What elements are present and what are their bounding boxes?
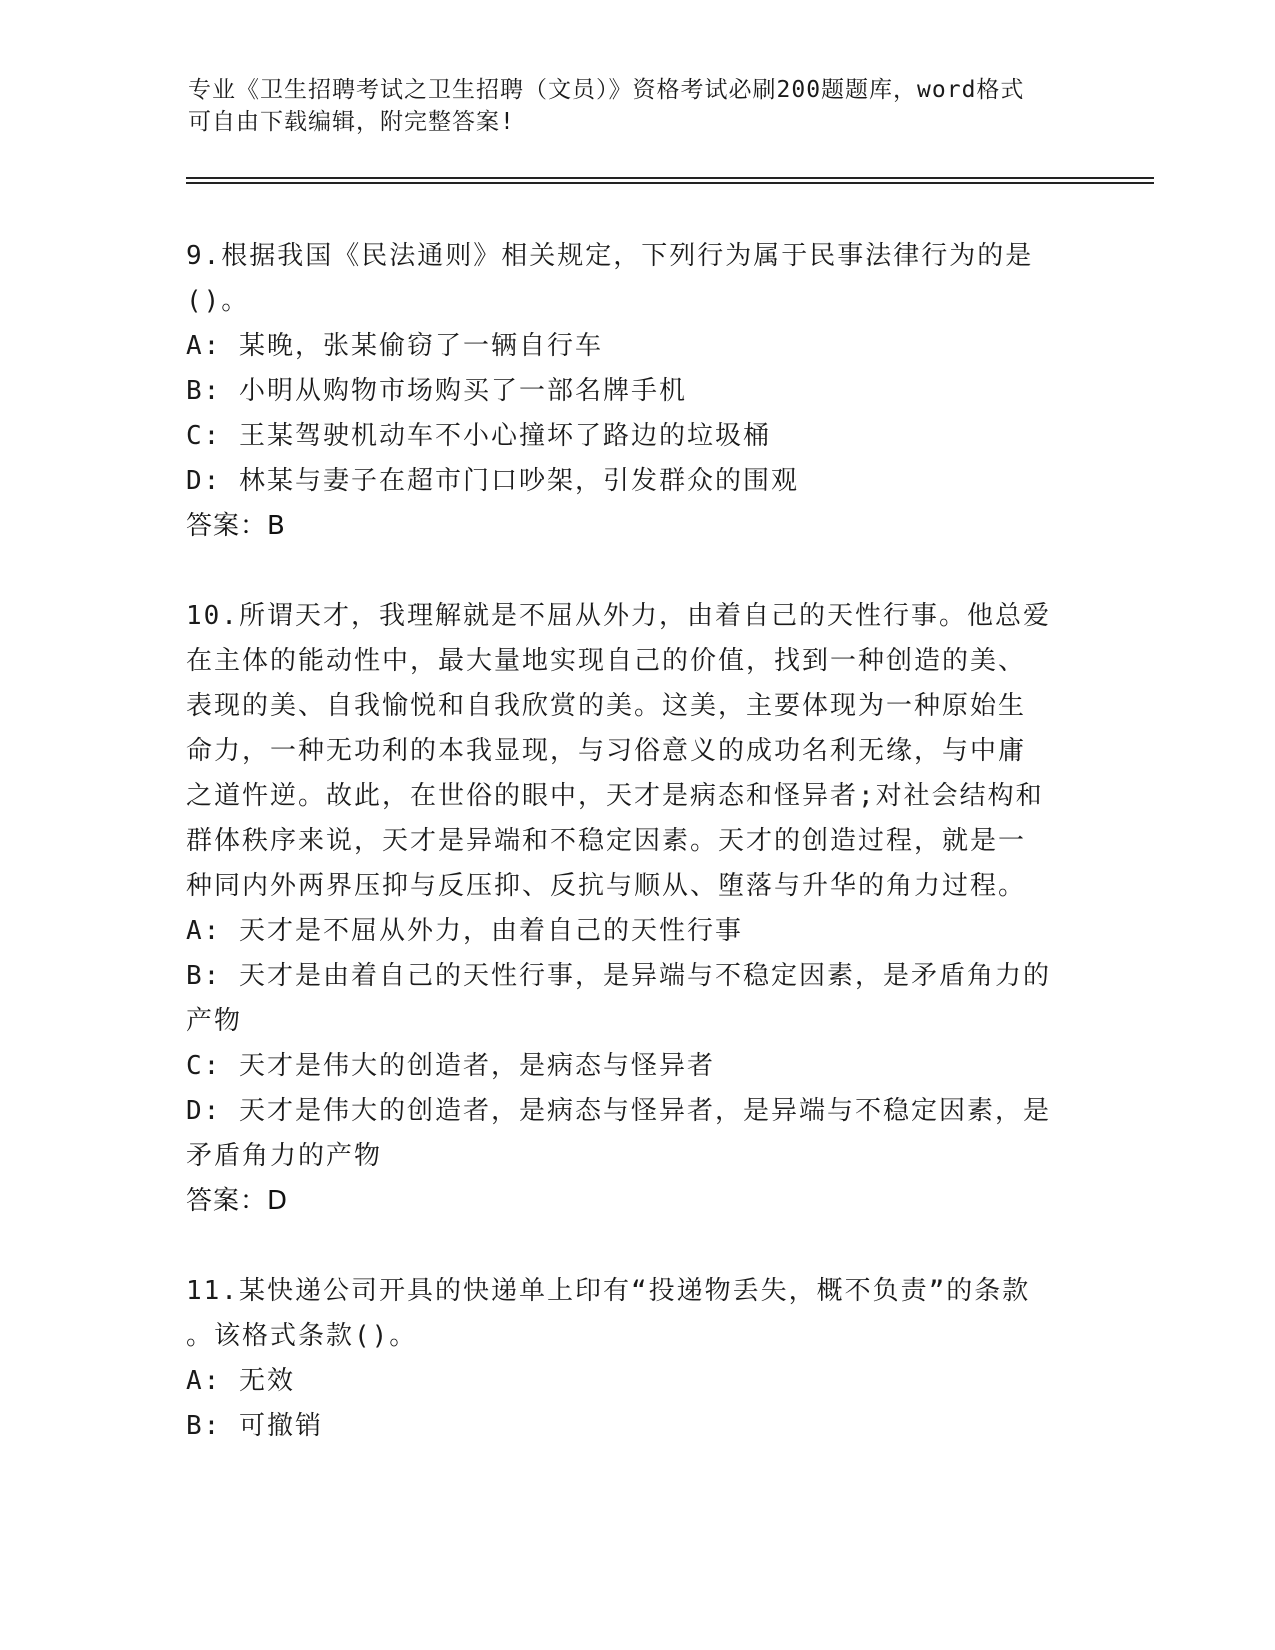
option-a: A: 天才是不屈从外力，由着自己的天性行事	[186, 916, 743, 946]
option-b: B: 可撤销	[186, 1411, 323, 1441]
option-a: A: 无效	[186, 1366, 295, 1396]
document-header	[188, 74, 1068, 138]
question-stem-line: ()。	[186, 286, 250, 316]
option-c: C: 王某驾驶机动车不小心撞坏了路边的垃圾桶	[186, 421, 771, 451]
option-b: B: 小明从购物市场购买了一部名牌手机	[186, 376, 687, 406]
question-spacer	[186, 549, 1066, 594]
question-stem-line: 在主体的能动性中，最大量地实现自己的价值，找到一种创造的美、	[186, 646, 1027, 676]
option-b: B: 天才是由着自己的天性行事，是异端与不稳定因素，是矛盾角力的	[186, 961, 1051, 991]
question-list	[186, 234, 1066, 1449]
option-d: D: 林某与妻子在超市门口吵架，引发群众的围观	[186, 466, 799, 496]
question-stem-line: 10.所谓天才，我理解就是不屈从外力，由着自己的天性行事。他总爱	[186, 601, 1051, 631]
question-stem-line: 命力，一种无功利的本我显现，与习俗意义的成功名利无缘，与中庸	[186, 736, 1027, 766]
question-stem-line: 之道忤逆。故此，在世俗的眼中，天才是病态和怪异者;对社会结构和	[186, 781, 1044, 811]
question-stem-line: 11.某快递公司开具的快递单上印有“投递物丢失，概不负责”的条款	[186, 1276, 1031, 1306]
option-c: C: 天才是伟大的创造者，是病态与怪异者	[186, 1051, 715, 1081]
question-stem-line: 9.根据我国《民法通则》相关规定，下列行为属于民事法律行为的是	[186, 241, 1034, 271]
header-divider-bottom	[186, 182, 1154, 184]
question-stem-line: 表现的美、自我愉悦和自我欣赏的美。这美，主要体现为一种原始生	[186, 691, 1027, 721]
option-a: A: 某晚，张某偷窃了一辆自行车	[186, 331, 603, 361]
header-divider-top	[186, 177, 1154, 179]
option-d: D: 天才是伟大的创造者，是病态与怪异者，是异端与不稳定因素，是	[186, 1096, 1051, 1126]
question-9	[186, 234, 1066, 549]
question-stem-line: 种同内外两界压抑与反压抑、反抗与顺从、堕落与升华的角力过程。	[186, 871, 1027, 901]
question-11	[186, 1269, 1066, 1449]
option-d-continued: 矛盾角力的产物	[186, 1141, 383, 1171]
option-b-continued: 产物	[186, 1006, 243, 1036]
answer-label: 答案：D	[186, 1186, 289, 1216]
question-stem-line: 群体秩序来说，天才是异端和不稳定因素。天才的创造过程，就是一	[186, 826, 1027, 856]
header-line-1: 专业《卫生招聘考试之卫生招聘（文员）》资格考试必刷200题题库，word格式	[188, 77, 1025, 103]
question-spacer	[186, 1224, 1066, 1269]
header-line-2: 可自由下载编辑，附完整答案!	[188, 109, 515, 135]
question-stem-line: 。该格式条款()。	[186, 1321, 418, 1351]
answer-label: 答案：B	[186, 511, 286, 541]
question-10	[186, 594, 1066, 1224]
